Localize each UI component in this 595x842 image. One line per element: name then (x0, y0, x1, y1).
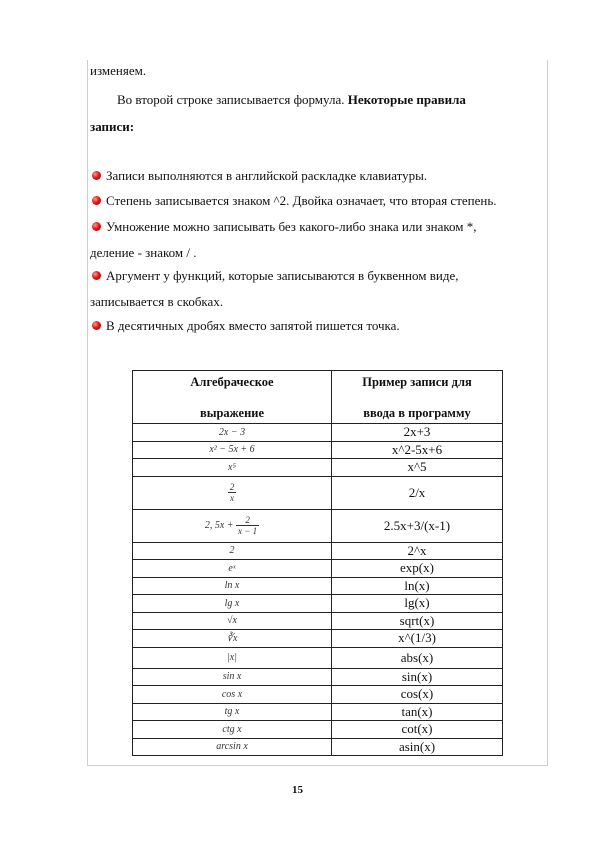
header-algebraic-line1: Алгебраческое (190, 375, 274, 389)
program-cell: asin(x) (332, 738, 503, 756)
table-row (133, 668, 503, 686)
program-cell: 2.5x+3/(x-1) (332, 509, 503, 542)
header-program-line1: Пример записи для (362, 375, 472, 389)
bullet-icon (92, 171, 101, 180)
bullet-text-3-cont: деление - знаком / . (90, 245, 197, 260)
algebraic-cell: cos x (133, 686, 332, 704)
algebraic-cell: arcsin x (133, 738, 332, 756)
program-cell: x^2-5x+6 (332, 441, 503, 459)
program-cell: lg(x) (332, 595, 503, 613)
table-row (133, 595, 503, 613)
algebraic-cell: 2 (133, 542, 332, 560)
table-row (133, 424, 503, 442)
table-row (133, 612, 503, 630)
table-row (133, 721, 503, 739)
header-program (332, 371, 503, 424)
table-row (133, 577, 503, 595)
text-line-continuation: изменяем. (90, 63, 147, 78)
algebraic-cell: |x| (133, 647, 332, 668)
fraction (228, 482, 237, 503)
fraction-denominator: x − 1 (238, 526, 258, 536)
program-cell: exp(x) (332, 560, 503, 578)
table-row (133, 686, 503, 704)
algebraic-cell (133, 476, 332, 509)
fraction (236, 515, 259, 536)
bullet-text-5: В десятичных дробях вместо запятой пишется точка. (106, 318, 400, 333)
syntax-table (132, 370, 503, 756)
program-cell: sqrt(x) (332, 612, 503, 630)
algebraic-cell: eˣ (133, 560, 332, 578)
table-row (133, 703, 503, 721)
program-cell: abs(x) (332, 647, 503, 668)
algebraic-cell: sin x (133, 668, 332, 686)
page-number: 15 (292, 784, 303, 796)
algebraic-cell: ∛x (133, 630, 332, 648)
table-row (133, 459, 503, 477)
bullet-icon (92, 321, 101, 330)
program-cell: cos(x) (332, 686, 503, 704)
bullet-text-4: Аргумент у функций, которые записываются в буквенном виде, (106, 268, 459, 283)
algebraic-cell: lg x (133, 595, 332, 613)
program-cell: cot(x) (332, 721, 503, 739)
algebraic-cell: ctg x (133, 721, 332, 739)
table-row (133, 630, 503, 648)
table-row (133, 476, 503, 509)
algebraic-cell: √x (133, 612, 332, 630)
table-row (133, 647, 503, 668)
table-row (133, 509, 503, 542)
table-row (133, 560, 503, 578)
program-cell: x^(1/3) (332, 630, 503, 648)
bullet-icon (92, 196, 101, 205)
bullet-text-4-cont: записывается в скобках. (90, 294, 224, 309)
fraction-numerator: 2 (229, 482, 235, 492)
header-algebraic (133, 371, 332, 424)
table-header-row (133, 371, 503, 424)
program-cell: ln(x) (332, 577, 503, 595)
bullet-text-1: Записи выполняются в английской раскладке клавиатуры. (106, 168, 428, 183)
bullet-icon (92, 222, 101, 231)
expression-prefix: 2, 5x + (204, 519, 234, 531)
header-program-line2: ввода в программу (363, 406, 471, 420)
algebraic-cell: x⁵ (133, 459, 332, 477)
rules-heading: записи: (90, 119, 135, 134)
algebraic-cell: ln x (133, 577, 332, 595)
bullet-text-3: Умножение можно записывать без какого-либо знака или знаком *, (106, 219, 477, 234)
algebraic-cell: tg x (133, 703, 332, 721)
header-algebraic-line2: выражение (199, 406, 265, 420)
program-cell: sin(x) (332, 668, 503, 686)
text-paragraph-intro (117, 92, 466, 108)
bullet-text-2: Степень записывается знаком ^2. Двойка означает, что вторая степень. (106, 193, 497, 208)
table-row (133, 441, 503, 459)
intro-normal-text: Во второй строке записывается формула. (117, 92, 348, 107)
program-cell: x^5 (332, 459, 503, 477)
fraction-denominator: x (230, 493, 234, 503)
fraction-numerator: 2 (236, 515, 259, 526)
algebraic-cell: x² − 5x + 6 (133, 441, 332, 459)
program-cell: tan(x) (332, 703, 503, 721)
table-row (133, 542, 503, 560)
algebraic-cell: 2x − 3 (133, 424, 332, 442)
program-cell: 2^x (332, 542, 503, 560)
program-cell: 2x+3 (332, 424, 503, 442)
intro-bold-text: Некоторые правила (347, 92, 466, 107)
algebraic-cell (133, 509, 332, 542)
program-cell: 2/x (332, 476, 503, 509)
bullet-icon (92, 271, 101, 280)
table-row (133, 738, 503, 756)
